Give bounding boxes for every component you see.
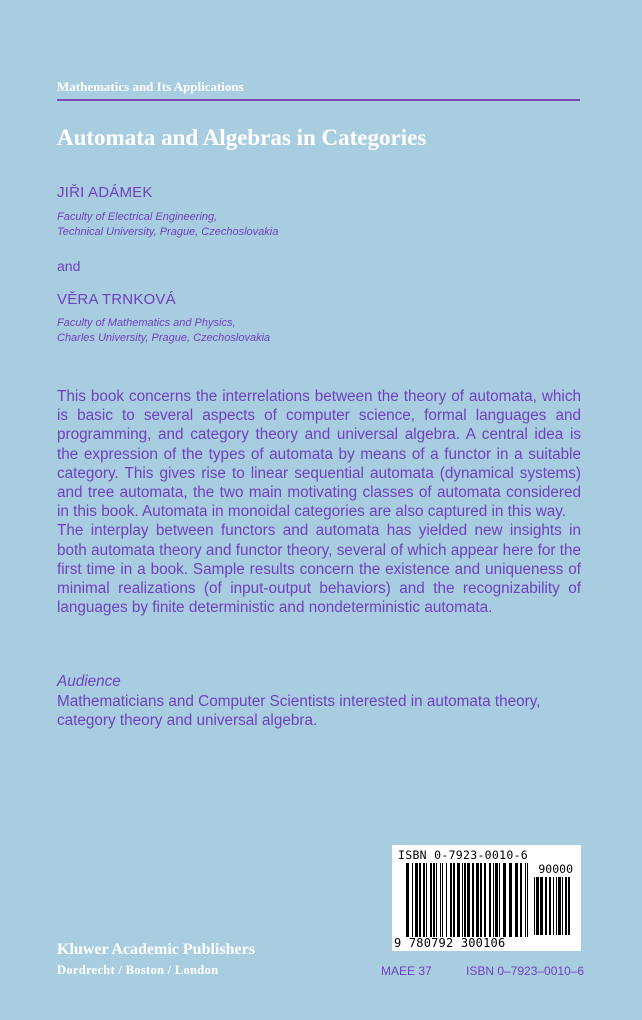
audience-text: Mathematicians and Computer Scientists interested in automata theory, category theory and universal algebra. — [57, 693, 541, 730]
barcode-bar — [457, 863, 460, 937]
barcode-bar — [419, 863, 421, 937]
barcode-bar — [430, 863, 432, 937]
barcode-bar — [423, 863, 425, 937]
barcode-bar — [453, 863, 455, 937]
barcode-bar — [520, 863, 522, 937]
barcode-isbn-label: ISBN 0-7923-0010-6 — [398, 848, 529, 862]
barcode-bar — [480, 863, 482, 937]
barcode-bar — [462, 863, 463, 937]
barcode-bar — [415, 863, 418, 937]
barcode-bar — [534, 877, 535, 935]
barcode-bar — [440, 863, 441, 937]
author-conjunction: and — [57, 258, 81, 274]
barcode-bar — [436, 863, 437, 937]
series-divider — [57, 99, 580, 101]
barcode-bar — [495, 863, 498, 937]
barcode-bar — [472, 863, 474, 937]
author-name: JIŘI ADÁMEK — [57, 184, 153, 201]
barcode-bar — [450, 863, 452, 937]
description — [57, 387, 581, 617]
barcode-bar — [565, 877, 567, 935]
publisher-name: Kluwer Academic Publishers — [57, 941, 255, 958]
barcode-bar — [562, 877, 563, 935]
book-title: Automata and Algebras in Categories — [57, 125, 427, 150]
barcode-bar — [525, 863, 526, 937]
author-affiliation — [57, 210, 278, 240]
barcode-bar — [493, 863, 494, 937]
barcode — [392, 845, 581, 951]
author-affiliation — [57, 316, 270, 346]
barcode-bar — [412, 863, 413, 937]
barcode-bar — [549, 877, 551, 935]
affiliation-line: Technical University, Prague, Czechoslovakia — [57, 226, 279, 238]
barcode-bar — [540, 877, 543, 935]
barcode-bar — [515, 863, 518, 937]
barcode-addon-digits: 90000 — [538, 862, 573, 876]
barcode-bar — [406, 863, 409, 937]
barcode-bar — [499, 863, 500, 937]
barcode-bar — [536, 877, 539, 935]
affiliation-line: Charles University, Prague, Czechoslovakia — [57, 332, 271, 344]
barcode-bar — [464, 863, 466, 937]
barcode-bar — [545, 877, 547, 935]
barcode-bar — [509, 863, 512, 937]
publisher-cities: Dordrecht / Boston / London — [57, 963, 219, 977]
description-paragraph: This book concerns the interrelations between the theory of automata, which is basic to several aspects of computer science, formal languages and programming, and category theory and universal algebra. A central idea is the expression of the types of automata by means of a functor in a suitable category. This gives rise to linear sequential automata (dynamical systems) and tree automata, the two main motivating classes of automata considered in this book. Automata in monoidal categories are also captured in this way. — [57, 388, 581, 521]
barcode-bar — [426, 863, 427, 937]
affiliation-line: Faculty of Electrical Engineering, — [57, 211, 218, 223]
barcode-bar — [553, 877, 554, 935]
barcode-addon-bars-icon — [534, 877, 574, 935]
barcode-bar — [484, 863, 486, 937]
audience-heading: Audience — [57, 673, 121, 690]
barcode-ean-digits: 9 780792 300106 — [394, 936, 506, 950]
barcode-bar — [476, 863, 479, 937]
barcode-bar — [568, 877, 570, 935]
barcode-bar — [467, 863, 470, 937]
barcode-bar — [558, 877, 561, 935]
affiliation-line: Faculty of Mathematics and Physics, — [57, 317, 236, 329]
barcode-bar — [446, 863, 447, 937]
barcode-bar — [489, 863, 491, 937]
barcode-bar — [433, 863, 435, 937]
barcode-bar — [527, 863, 528, 937]
author-name: VĚRA TRNKOVÁ — [57, 291, 176, 308]
footer-isbn: ISBN 0–7923–0010–6 — [466, 964, 585, 978]
series-code: MAEE 37 — [381, 964, 432, 978]
barcode-bars-icon — [406, 863, 532, 937]
barcode-bar — [503, 863, 506, 937]
barcode-bar — [556, 877, 557, 935]
description-paragraph: The interplay between functors and automata has yielded new insights in both automata theory and functor theory, several of which appear here for the first time in a book. Sample results concern the existence and uniqueness of minimal realizations (of input-output behaviors) and the recognizability of languages by finite deterministic and nondeterministic automata. — [57, 522, 581, 617]
series-name: Mathematics and Its Applications — [57, 79, 244, 94]
barcode-bar — [442, 863, 443, 937]
